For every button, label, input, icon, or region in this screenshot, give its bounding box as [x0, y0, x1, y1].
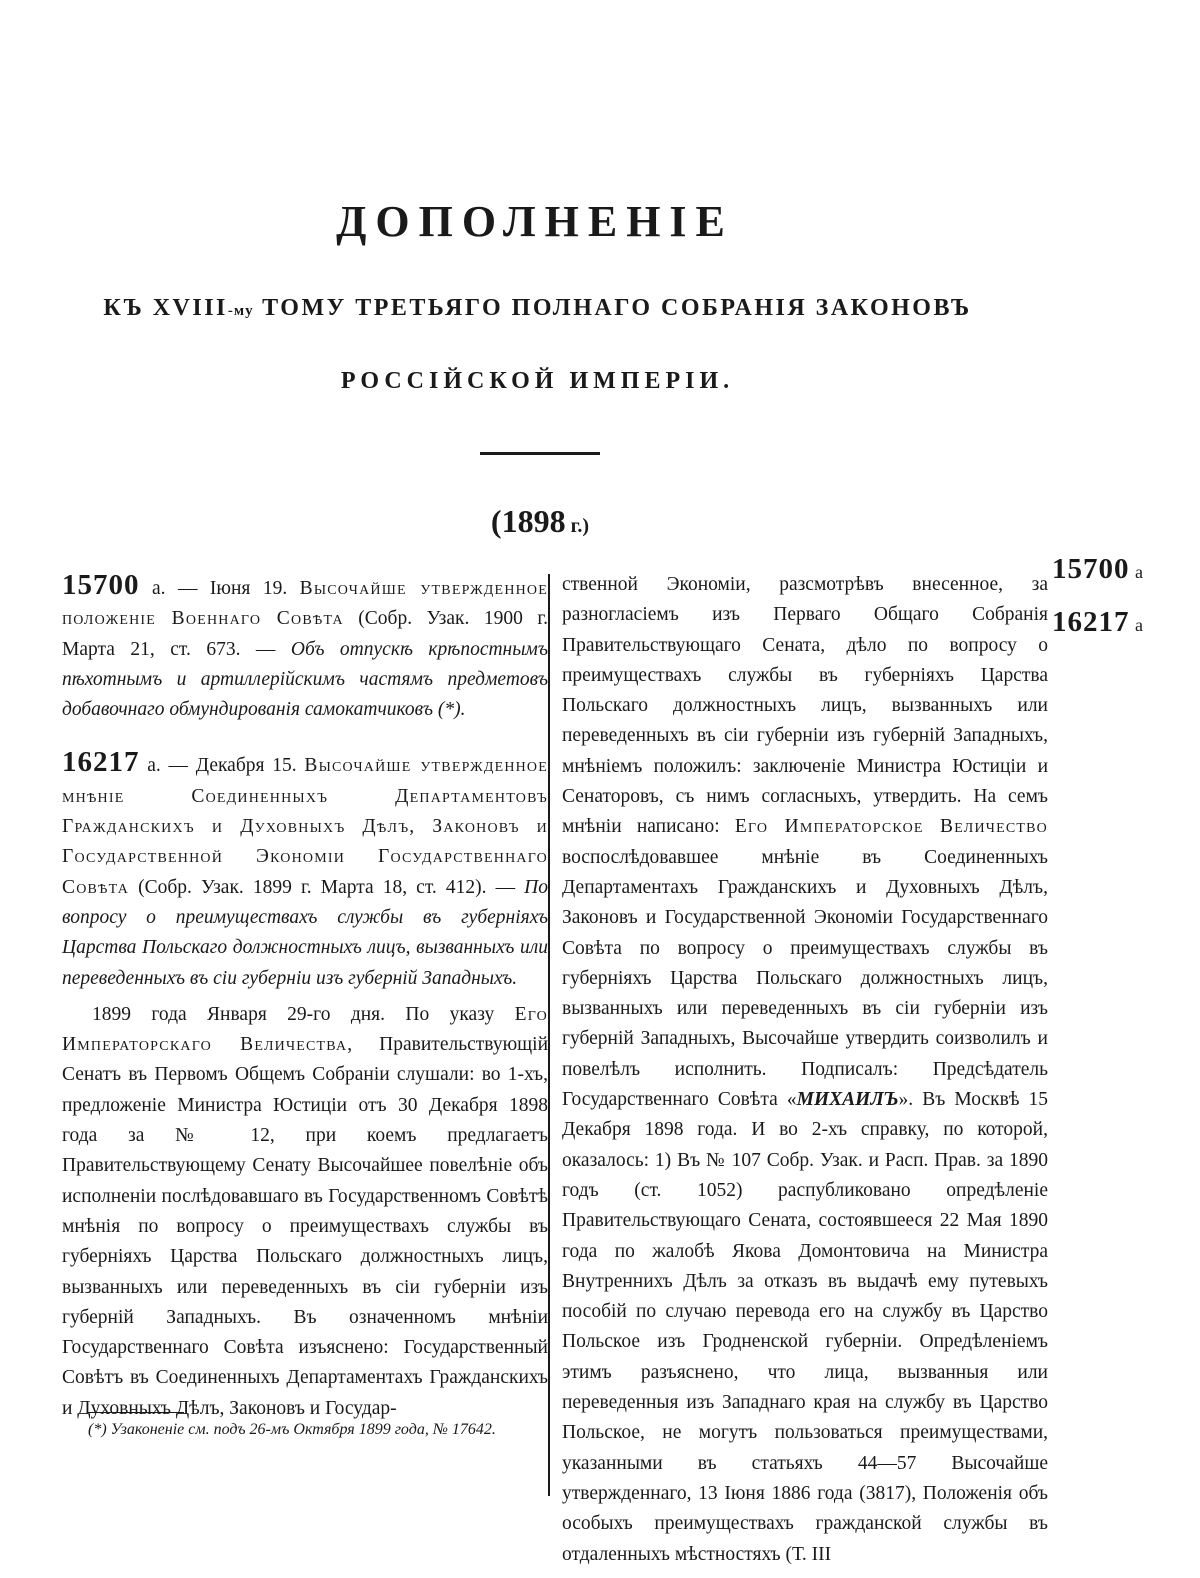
year-heading: [0, 503, 1080, 540]
entry-act-type: Высочайше утвержденное положеніе Военнаго Совѣта: [62, 578, 548, 630]
subtitle-rest: ТОМУ ТРЕТЬЯГО ПОЛНАГО СОБРАНІЯ ЗАКОНОВЪ: [253, 295, 972, 321]
right-column: [562, 570, 1048, 1570]
entry-number: 16217: [62, 746, 140, 779]
footnote: (*) Узаконеніе см. подъ 26-мъ Октября 1899 года, № 17642.: [88, 1421, 496, 1438]
body-text: ственной Экономіи, разсмотрѣвъ внесенное, за разногласіемъ изъ Перваго Общаго Собранія Правительствующаго Сената, дѣло по вопросу о преимуществахъ службы въ губерніяхъ Царства Польскаго должностныхъ лицъ, вызванныхъ или переведенныхъ въ сіи губерніи изъ губерній Западныхъ, мнѣніемъ положилъ: заключеніе Министра Юстиціи и Сенаторовъ, съ нимъ согласныхъ, утвердить. На семъ мнѣніи написано:: [562, 574, 1048, 838]
margin-number-value: 16217: [1052, 606, 1130, 638]
entry-15700: [62, 570, 548, 725]
entry-title: По вопросу о преимуществахъ службы въ губерніяхъ Царства Польскаго должностныхъ лицъ, вызванныхъ или переведенныхъ въ сіи губерніи изъ губерній Западныхъ.: [62, 876, 548, 989]
entry-act-type: Высочайше утвержденное мнѣніе Соединенныхъ Департаментовъ Гражданскихъ и Духовныхъ Дѣлъ, Законовъ и Государственной Экономіи Государственнаго Совѣта: [62, 755, 548, 898]
body-text: воспослѣдовавшее мнѣніе въ Соединенныхъ Департаментахъ Гражданскихъ и Духовныхъ Дѣлъ, Законовъ и Государственной Экономіи Государственнаго Совѣта по вопросу о преимуществахъ службы въ губерніяхъ Царства Польскаго должностныхъ лицъ, вызванныхъ или переведенныхъ въ сіи губерніи изъ губерній Западныхъ, Высочайше утвердить соизволилъ и повелѣлъ исполнить. Подписалъ: Предсѣдатель Государственнаго Совѣта «: [562, 846, 1048, 1111]
body-small-caps: Его Императорскаго Величества: [62, 1003, 548, 1056]
document-subtitle: [0, 295, 1075, 322]
entry-16217: [62, 747, 548, 993]
body-continuation: [562, 570, 1048, 1570]
body-text: 1899 года Января 29-го дня. По указу: [92, 1003, 515, 1025]
margin-number-value: 15700: [1052, 553, 1130, 585]
margin-number: [1052, 553, 1144, 586]
year-suffix: г.): [565, 515, 590, 537]
document-title: ДОПОЛНЕНІЕ: [336, 197, 734, 246]
entry-title: Объ отпускѣ крѣпостнымъ пѣхотнымъ и артиллерійскимъ частямъ предметовъ добавочнаго обмундированія самокатчиковъ (*).: [62, 638, 548, 721]
entry-date: а. — Іюня 19.: [139, 578, 300, 599]
year-open: (: [490, 503, 502, 539]
body-text: , Правительствующій Сенатъ въ Первомъ Общемъ Собраніи слушали: во 1-хъ, предложеніе Министра Юстиціи отъ 30 Декабря 1898 года за № 12, при коемъ предлагаетъ Правительствующему Сенату Высочайшее повелѣніе объ исполненіи послѣдовавшаго въ Государственномъ Совѣтѣ мнѣнія по вопросу о преимуществахъ службы въ губерніяхъ Царства Польскаго должностныхъ лицъ, вызванныхъ или переведенныхъ въ сіи губерніи изъ губерній Западныхъ. Въ означенномъ мнѣніи Государственнаго Совѣта изъяснено: Государственный Совѣтъ въ Соединенныхъ Департаментахъ Гражданскихъ и Духовныхъ Дѣлъ, Законовъ и Государ-: [62, 1034, 548, 1419]
body-paragraph: [62, 1000, 548, 1424]
entry-reference: (Собр. Узак. 1900 г. Марта 21, ст. 673. —: [62, 608, 548, 660]
entry-reference: (Собр. Узак. 1899 г. Марта 18, ст. 412). —: [129, 876, 525, 898]
entry-number: 15700: [62, 569, 140, 601]
body-text: ». Въ Москвѣ 15 Декабря 1898 года. И во 2-хъ справку, по которой, оказалось: 1) Въ № 107 Собр. Узак. и Расп. Прав. за 1890 годъ (ст. 1052) распубликовано опредѣленіе Правительствующаго Сената, состоявшееся 22 Мая 1890 года по жалобѣ Якова Домонтовича на Министра Внутреннихъ Дѣлъ за отказъ въ выдачѣ ему путевыхъ пособій по случаю перевода его на службу въ Царство Польское изъ Гродненской губерніи. Опредѣленіемъ этимъ разъяснено, что лица, вызванныя или переведенныя изъ Западнаго края на службу въ Царство Польское, не могутъ пользоваться преимуществами, указанными въ статьяхъ 44—57 Высочайше утвержденнаго, 13 Іюня 1886 года (3817), Положенія объ особыхъ преимуществахъ гражданской службы въ отдаленныхъ мѣстностяхъ (Т. III: [562, 1089, 1048, 1565]
subtitle-prefix: КЪ XVIII: [103, 295, 228, 321]
margin-number: [1052, 606, 1144, 639]
margin-number-suffix: а: [1129, 615, 1144, 635]
title-rule: [480, 452, 600, 455]
entry-date: а. — Декабря 15.: [139, 755, 305, 777]
document-subtitle-line2: РОССІЙСКОЙ ИМПЕРІИ.: [340, 368, 735, 394]
footnote-rule: [88, 1412, 184, 1413]
body-small-caps: Его Императорское Величество: [734, 816, 1048, 838]
margin-number-suffix: а: [1129, 562, 1144, 582]
column-divider: [548, 574, 550, 1496]
subtitle-small: -му: [227, 303, 254, 319]
year-value: 1898: [501, 503, 566, 539]
signature-name: МИХАИЛЪ: [796, 1089, 899, 1111]
left-column: [62, 570, 548, 1424]
